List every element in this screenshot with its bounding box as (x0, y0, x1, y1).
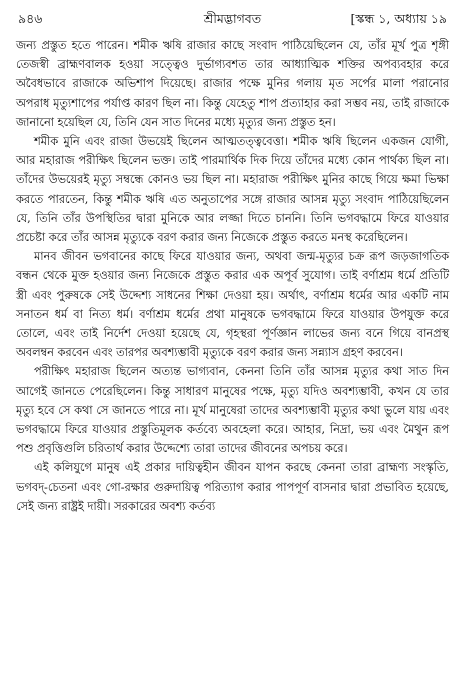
book-title: শ্রীমদ্ভাগবত (203, 11, 262, 26)
paragraph-2: শমীক মুনি এবং রাজা উভয়েই ছিলেন আত্মতত্ত্ববেত্তা। শমীক ঋষি ছিলেন একজন যোগী, আর মহারাজ পরীক্ষিৎ ছিলেন ভক্ত। তাই পারমার্থিক দিক দিয়ে তাঁদের মধ্যে কোন পার্থক্য ছিল না। তাঁদের উভয়েরই মৃত্যু সম্বন্ধে কোনও ভয় ছিল না। মহারাজ পরীক্ষিৎ মুনির কাছে গিয়ে ক্ষমা ভিক্ষা করতে পারতেন, কিন্তু শমীক ঋষি এত অনুতাপের সঙ্গে রাজার আসন্ন মৃত্যু সংবাদ পাঠিয়েছিলেন যে, তিনি তাঁর উপস্থিতির দ্বারা মুনিকে আর লজ্জা দিতে চাননি। তিনি ভগবদ্ধামে ফিরে যাওয়ার প্রচেষ্টা করে তাঁর আসন্ন মৃত্যুকে বরণ করার জন্য নিজেকে প্রস্তুত করতে মনস্থ করেছিলেন। (16, 135, 449, 245)
paragraph-5: এই কলিযুগে মানুষ এই প্রকার দায়িত্বহীন জীবন যাপন করছে কেননা তারা ব্রাহ্মণ্য সংস্কৃতি, ভগবদ্-চেতনা এবং গো-রক্ষার গুরুদায়িত্ব পরিত্যাগ করার পাপপূর্ণ বাসনার দ্বারা প্রভাবিত হয়েছে, সেই জন্য রাষ্ট্রই দায়ী। সরকারের অবশ্য কর্তব্য (16, 461, 449, 513)
chapter-reference: [স্কন্ধ ১, অধ্যায় ১৯ (350, 11, 447, 26)
paragraph-3: মানব জীবন ভগবানের কাছে ফিরে যাওয়ার জন্য, অথবা জন্ম-মৃত্যুর চক্র রূপ জড়জাগতিক বন্ধন থেকে মুক্ত হওয়ার জন্য নিজেকে প্রস্তুত করার এক অপূর্ব সুযোগ। তাই বর্ণাশ্রম ধর্মে প্রতিটি স্ত্রী এবং পুরুষকে সেই উদ্দেশ্য সাধনের শিক্ষা দেওয়া হয়। অর্থাৎ, বর্ণাশ্রম ধর্মের আর একটি নাম সনাতন ধর্ম বা নিত্য ধর্ম। বর্ণাশ্রম ধর্মের প্রথা মানুষকে ভগবদ্ধামে ফিরে যাওয়ার উপযুক্ত করে তোলে, এবং তাই নির্দেশ দেওয়া হয়েছে যে, গৃহস্থরা পূর্ণজ্ঞান লাভের জন্য বনে গিয়ে বানপ্রস্থ অবলম্বন করবেন এবং তারপর অবশ্যম্ভাবী মৃত্যুকে বরণ করার জন্য সন্ন্যাস গ্রহণ করবেন। (16, 250, 449, 360)
paragraph-1: জন্য প্রস্তুত হতে পারেন। শমীক ঋষি রাজার কাছে সংবাদ পাঠিয়েছিলেন যে, তাঁর মূর্খ পুত্র শৃঙ্গী তেজস্বী ব্রাহ্মণবালক হওয়া সত্ত্বেও দুর্ভাগ্যবশত তার আধ্যাত্মিক শক্তির অপব্যবহার করে অবৈধভাবে রাজাকে অভিশাপ দিয়েছে। রাজার পক্ষে মুনির গলায় মৃত সর্পের মালা পরানোর অপরাধ মৃত্যুশাপের পর্যাপ্ত কারণ ছিল না। কিন্তু যেহেতু শাপ প্রত্যাহার করা সম্ভব নয়, তাই রাজাকে জানানো হয়েছিল যে, তিনি যেন সাত দিনের মধ্যে মৃত্যুর জন্য প্রস্তুত হন। (16, 39, 449, 129)
body-text (16, 36, 449, 516)
page-number: ৯৪৬ (18, 11, 43, 26)
paragraph-4: পরীক্ষিৎ মহারাজ ছিলেন অত্যন্ত ভাগ্যবান, কেননা তিনি তাঁর আসন্ন মৃত্যুর কথা সাত দিন আগেই জানতে পেরেছিলেন। কিন্তু সাধারণ মানুষের পক্ষে, মৃত্যু যদিও অবশ্যম্ভাবী, কখন যে তার মৃত্যু হবে সে কথা সে জানতে পারে না। মূর্খ মানুষেরা তাদের অবশ্যম্ভাবী মৃত্যুর কথা ভুলে যায় এবং ভগবদ্ধামে ফিরে যাওয়ার প্রস্তুতিমূলক কর্তব্যে অবহেলা করে। আহার, নিদ্রা, ভয় এবং মৈথুন রূপ পশু প্রবৃত্তিগুলি চরিতার্থ করার উদ্দেশ্যে তারা তাদের জীবনের অপচয় করে। (16, 365, 449, 456)
running-header (16, 6, 449, 32)
